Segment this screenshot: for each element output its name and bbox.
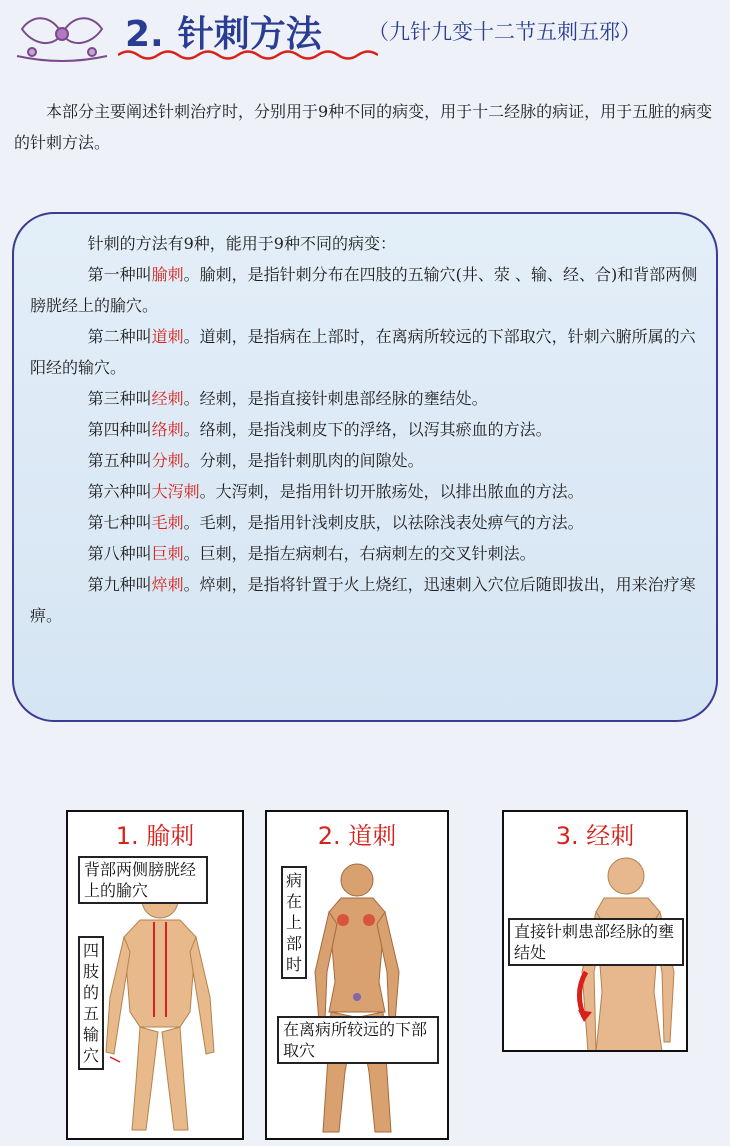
illustration-panel-3	[502, 810, 688, 1052]
methods-box	[12, 212, 718, 722]
method-name: 巨刺	[151, 544, 184, 563]
section-number: 2.	[125, 14, 164, 55]
section-title: 针刺方法	[177, 14, 322, 55]
method-item: 第八种叫巨刺。巨刺，是指左病刺右，右病刺左的交叉针刺法。	[87, 544, 536, 563]
method-item: 第五种叫分刺。分刺，是指针刺肌肉的间隙处。	[87, 451, 424, 470]
method-name: 毛刺	[151, 513, 184, 532]
method-item: 第二种叫道刺。道刺，是指病在上部时，在离病所较远的下部取穴，针刺六腑所属的六阳经的输穴。	[30, 327, 696, 377]
methods-lead: 针刺的方法有9种，能用于9种不同的病变：	[87, 234, 396, 253]
panel-label: 病在上部时	[281, 866, 307, 979]
method-name: 大泻刺	[151, 482, 200, 501]
panel-label: 背部两侧膀胱经上的腧穴	[78, 856, 208, 904]
method-item: 第九种叫焠刺。焠刺，是指将针置于火上烧红，迅速刺入穴位后随即拔出，用来治疗寒痹。	[30, 575, 696, 625]
panel-label: 四肢的五输穴	[78, 936, 104, 1070]
page-subtitle: （九针九变十二节五刺五邪）	[368, 20, 641, 44]
panel-label: 在离病所较远的下部取穴	[277, 1016, 439, 1064]
floral-ornament-icon	[12, 4, 112, 64]
method-item: 第四种叫络刺。络刺，是指浅刺皮下的浮络，以泻其瘀血的方法。	[87, 420, 552, 439]
method-name: 经刺	[151, 389, 184, 408]
method-item: 第六种叫大泻刺。大泻刺，是指用针切开脓疡处，以排出脓血的方法。	[87, 482, 584, 501]
intro-paragraph: 本部分主要阐述针刺治疗时，分别用于9种不同的病变，用于十二经脉的病证，用于五脏的病变的针刺方法。	[14, 102, 713, 152]
method-item: 第三种叫经刺。经刺，是指直接针刺患部经脉的壅结处。	[87, 389, 488, 408]
panel-label: 直接针刺患部经脉的壅结处	[508, 918, 684, 966]
panel-title: 1. 腧刺	[115, 822, 195, 850]
method-name: 络刺	[151, 420, 184, 439]
panel-title: 2. 道刺	[317, 822, 397, 850]
illustration-panel-2	[265, 810, 449, 1140]
method-name: 腧刺	[151, 265, 184, 284]
panel-title: 3. 经刺	[555, 822, 635, 850]
method-item: 第七种叫毛刺。毛刺，是指用针浅刺皮肤，以祛除浅表处痹气的方法。	[87, 513, 584, 532]
method-name: 道刺	[151, 327, 184, 346]
method-item: 第一种叫腧刺。腧刺，是指针刺分布在四肢的五输穴(井、荥 、输、经、合)和背部两侧膀胱经上的腧穴。	[30, 265, 698, 315]
illustration-panel-1	[66, 810, 244, 1140]
method-name: 分刺	[151, 451, 184, 470]
title-underline	[118, 48, 378, 62]
method-name: 焠刺	[151, 575, 184, 594]
